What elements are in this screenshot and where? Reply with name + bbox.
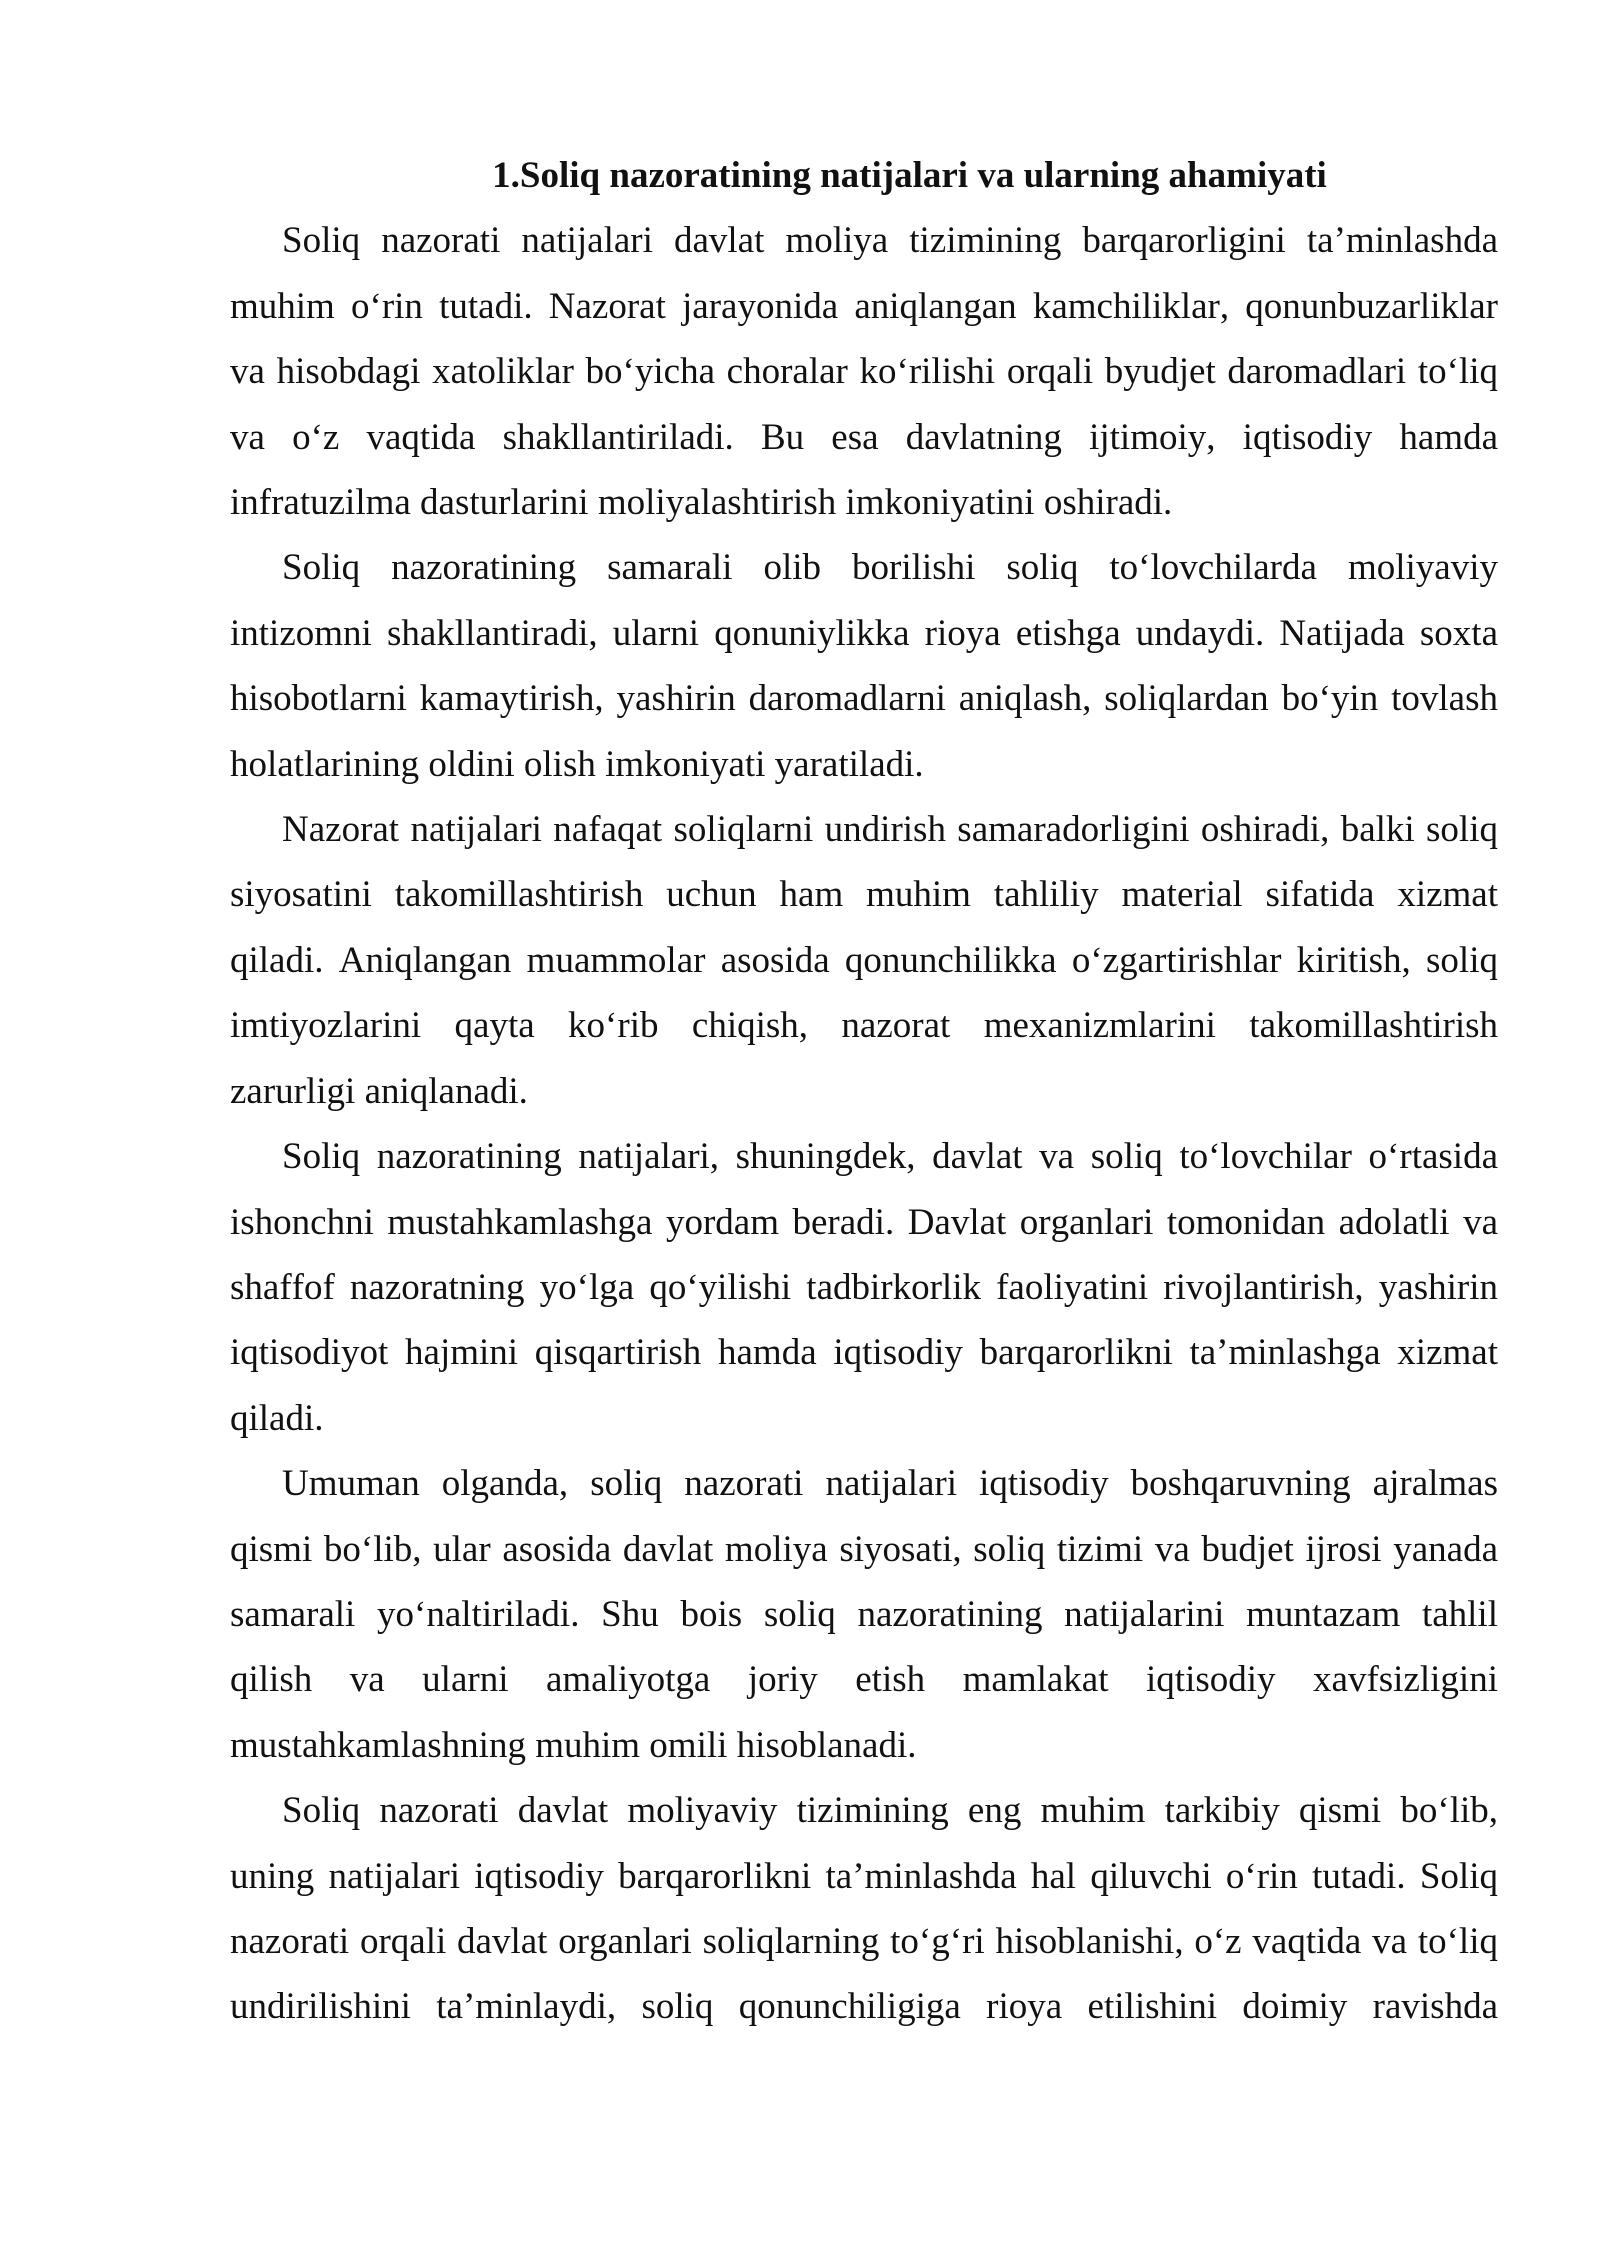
paragraph-line: shaffof nazoratning yo‘lga qo‘yilishi tadbirkorlik faoliyatini rivojlantirish, yashirin — [230, 1266, 1498, 1308]
paragraph-line: Nazorat natijalari nafaqat soliqlarni undirish samaradorligini oshiradi, balki soliq — [282, 809, 1498, 851]
paragraph — [230, 535, 1498, 797]
paragraph-line: ishonchni mustahkamlashga yordam beradi. Davlat organlari tomonidan adolatli va — [230, 1201, 1498, 1243]
paragraph-line: qismi bo‘lib, ular asosida davlat moliya siyosati, soliq tizimi va budjet ijrosi yanada — [230, 1528, 1498, 1570]
paragraph-line: imtiyozlarini qayta ko‘rib chiqish, nazorat mexanizmlarini takomillashtirish — [230, 1005, 1498, 1047]
paragraph-line: uning natijalari iqtisodiy barqarorlikni ta’minlashda hal qiluvchi o‘rin tutadi. Soliq — [230, 1855, 1498, 1897]
paragraph-line: qilish va ularni amaliyotga joriy etish mamlakat iqtisodiy xavfsizligini — [230, 1659, 1498, 1701]
section-title: 1.Soliq nazoratining natijalari va ularning ahamiyati — [492, 155, 1327, 196]
paragraph-line: nazorati orqali davlat organlari soliqlarning to‘g‘ri hisoblanishi, o‘z vaqtida va to‘liq — [230, 1920, 1498, 1962]
paragraph-line: iqtisodiyot hajmini qisqartirish hamda iqtisodiy barqarorlikni ta’minlashga xizmat — [230, 1332, 1498, 1374]
paragraph-line: Soliq nazoratining natijalari, shuningdek, davlat va soliq to‘lovchilar o‘rtasida — [282, 1136, 1498, 1178]
paragraph-line: qiladi. — [230, 1397, 324, 1439]
paragraph-line: Umuman olganda, soliq nazorati natijalari iqtisodiy boshqaruvning ajralmas — [282, 1463, 1498, 1505]
paragraph — [230, 797, 1498, 1124]
paragraph-line: zarurligi aniqlanadi. — [230, 1070, 528, 1112]
paragraph-line: va o‘z vaqtida shakllantiriladi. Bu esa davlatning ijtimoiy, iqtisodiy hamda — [230, 416, 1498, 458]
paragraph — [230, 208, 1498, 535]
paragraph — [230, 1778, 1498, 2040]
paragraph-line: samarali yo‘naltiriladi. Shu bois soliq nazoratining natijalarini muntazam tahlil — [230, 1593, 1498, 1635]
paragraph-line: undirilishini ta’minlaydi, soliq qonunchiligiga rioya etilishini doimiy ravishda — [230, 1986, 1498, 2028]
paragraph-line: intizomni shakllantiradi, ularni qonuniylikka rioya etishga undaydi. Natijada soxta — [230, 612, 1498, 654]
paragraph — [230, 1124, 1498, 1451]
paragraph-line: muhim o‘rin tutadi. Nazorat jarayonida aniqlangan kamchiliklar, qonunbuzarliklar — [230, 285, 1498, 327]
paragraph-line: mustahkamlashning muhim omili hisoblanadi. — [230, 1724, 917, 1766]
paragraph — [230, 1451, 1498, 1778]
paragraph-line: qiladi. Aniqlangan muammolar asosida qonunchilikka o‘zgartirishlar kiritish, soliq — [230, 939, 1498, 981]
paragraph-line: Soliq nazorati natijalari davlat moliya tizimining barqarorligini ta’minlashda — [282, 220, 1498, 262]
paragraph-line: va hisobdagi xatoliklar bo‘yicha choralar ko‘rilishi orqali byudjet daromadlari to‘liq — [230, 351, 1498, 393]
document-body — [230, 143, 1498, 2040]
paragraph-line: hisobotlarni kamaytirish, yashirin daromadlarni aniqlash, soliqlardan bo‘yin tovlash — [230, 678, 1498, 720]
paragraph-line: Soliq nazoratining samarali olib borilishi soliq to‘lovchilarda moliyaviy — [282, 547, 1498, 589]
paragraph-line: infratuzilma dasturlarini moliyalashtirish imkoniyatini oshiradi. — [230, 482, 1173, 524]
paragraph-line: Soliq nazorati davlat moliyaviy tizimining eng muhim tarkibiy qismi bo‘lib, — [282, 1790, 1498, 1832]
paragraph-line: siyosatini takomillashtirish uchun ham muhim tahliliy material sifatida xizmat — [230, 874, 1498, 916]
paragraph-line: holatlarining oldini olish imkoniyati yaratiladi. — [230, 743, 924, 785]
